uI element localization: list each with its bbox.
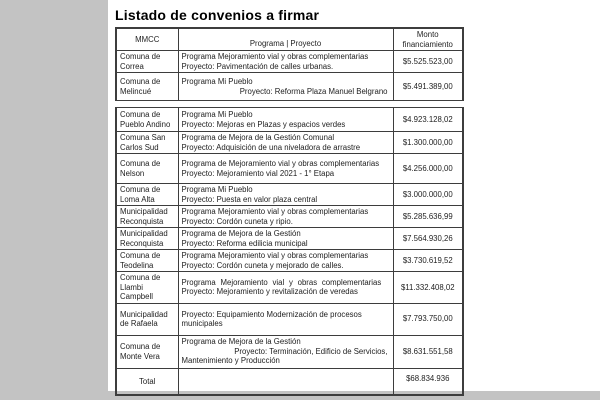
monto-cell: $5.525.523,00 [393, 51, 463, 73]
header-cell-monto-financiamiento [393, 28, 463, 51]
header-cell-programa-proyecto: Programa | Proyecto [178, 28, 393, 51]
programa-proyecto-cell [178, 108, 393, 132]
programa-line: Proyecto: Mejoramiento y revitalización de veredas [181, 287, 358, 297]
programa-line: Programa Mejoramiento vial y obras complementarias [181, 207, 369, 216]
programa-proyecto-cell [178, 335, 393, 368]
mmcc-cell: Comuna de Pueblo Andino [116, 108, 178, 132]
mmcc-cell: Comuna San Carlos Sud [116, 132, 178, 154]
mmcc-cell: Municipalidad de Rafaela [116, 303, 178, 335]
table-row [116, 272, 463, 304]
programa-proyecto-cell [178, 272, 393, 304]
mmcc-cell: Comuna de Melincué [116, 73, 178, 101]
monto-cell: $1.300.000,00 [393, 132, 463, 154]
programa-line: Programa de Mejoramiento vial y obras complementarias [181, 159, 380, 168]
programa-proyecto-cell [178, 228, 393, 250]
mmcc-cell: Municipalidad Reconquista [116, 206, 178, 228]
total-label-cell: Total [116, 368, 178, 395]
mmcc-cell: Comuna de Loma Alta [116, 184, 178, 206]
programa-line: Programa de Mejora de la Gestión Comunal [181, 133, 335, 142]
table-row [116, 250, 463, 272]
agreements-table-part-2 [115, 107, 464, 396]
header-cell-mmcc: MMCC [116, 28, 178, 51]
programa-proyecto-cell [178, 132, 393, 154]
table-row [116, 51, 463, 73]
document-page [108, 0, 600, 391]
programa-line: Proyecto: Puesta en valor plaza central [181, 194, 318, 204]
monto-cell: $11.332.408,02 [393, 272, 463, 304]
programa-line: Proyecto: Reforma edilicia municipal [181, 238, 308, 248]
header-row [116, 28, 463, 51]
monto-cell: $4.923.128,02 [393, 108, 463, 132]
table-row [116, 184, 463, 206]
header-monto-line1: Monto [416, 30, 439, 39]
programa-proyecto-cell [178, 51, 393, 73]
programa-line: Programa Mejoramiento vial y obras complementarias [181, 251, 369, 260]
programa-line: Proyecto: Mejoras en Plazas y espacios verdes [181, 119, 346, 129]
programa-line: Programa Mejoramiento vial y obras complementarias [181, 277, 382, 287]
agreements-table-part-1 [115, 27, 464, 101]
total-amount-cell: $68.834.936 [393, 368, 463, 395]
programa-line: Programa de Mejora de la Gestión [181, 337, 301, 347]
mmcc-cell: Comuna de Nelson [116, 154, 178, 184]
monto-cell: $7.793.750,00 [393, 303, 463, 335]
monto-cell: $3.000.000,00 [393, 184, 463, 206]
programa-line: Proyecto: Mejoramiento vial 2021 - 1° Etapa [181, 168, 335, 178]
programa-proyecto-cell [178, 73, 393, 101]
monto-cell: $8.631.551,58 [393, 335, 463, 368]
monto-cell: $4.256.000,00 [393, 154, 463, 184]
total-empty-cell [178, 368, 393, 395]
programa-line: Programa de Mejora de la Gestión [181, 229, 301, 238]
table-row [116, 335, 463, 368]
programa-line: Programa Mi Pueblo [181, 185, 253, 194]
mmcc-cell: Comuna de Teodelina [116, 250, 178, 272]
monto-cell: $3.730.619,52 [393, 250, 463, 272]
monto-cell: $5.491.389,00 [393, 73, 463, 101]
mmcc-cell: Municipalidad Reconquista [116, 228, 178, 250]
mmcc-cell: Comuna de Correa [116, 51, 178, 73]
monto-cell: $7.564.930,26 [393, 228, 463, 250]
programa-line: municipales [181, 319, 223, 328]
programa-line: Proyecto: Equipamiento Modernización de procesos [181, 309, 362, 319]
programa-proyecto-cell [178, 303, 393, 335]
programa-line: Programa Mi Pueblo [181, 77, 253, 86]
total-row [116, 368, 463, 395]
table-row [116, 228, 463, 250]
table-row [116, 73, 463, 101]
programa-line: Proyecto: Reforma Plaza Manuel Belgrano [239, 86, 388, 96]
page-content [108, 0, 600, 396]
table-row [116, 206, 463, 228]
monto-cell: $5.285.636,99 [393, 206, 463, 228]
page-title: Listado de convenios a firmar [115, 7, 320, 23]
table-row [116, 154, 463, 184]
programa-line: Mantenimiento y Producción [181, 356, 280, 366]
header-monto-line2: financiamiento [402, 39, 453, 49]
programa-line: Proyecto: Pavimentación de calles urbanas. [181, 61, 334, 71]
mmcc-cell: Comuna de Llambi Campbell [116, 272, 178, 304]
mmcc-cell: Comuna de Monte Vera [116, 335, 178, 368]
table-row [116, 303, 463, 335]
programa-proyecto-cell [178, 154, 393, 184]
programa-line: Proyecto: Cordón cuneta y mejorado de calles. [181, 260, 344, 270]
programa-line: Programa Mi Pueblo [181, 110, 253, 119]
programa-line: Proyecto: Cordón cuneta y ripio. [181, 216, 293, 226]
programa-proyecto-cell [178, 250, 393, 272]
programa-proyecto-cell [178, 184, 393, 206]
programa-line: Programa Mejoramiento vial y obras complementarias [181, 52, 369, 61]
table-row [116, 108, 463, 132]
programa-line: Proyecto: Terminación, Edificio de Servicios, [234, 346, 388, 356]
programa-line: Proyecto: Adquisición de una niveladora de arrastre [181, 142, 361, 152]
programa-proyecto-cell [178, 206, 393, 228]
table-row [116, 132, 463, 154]
